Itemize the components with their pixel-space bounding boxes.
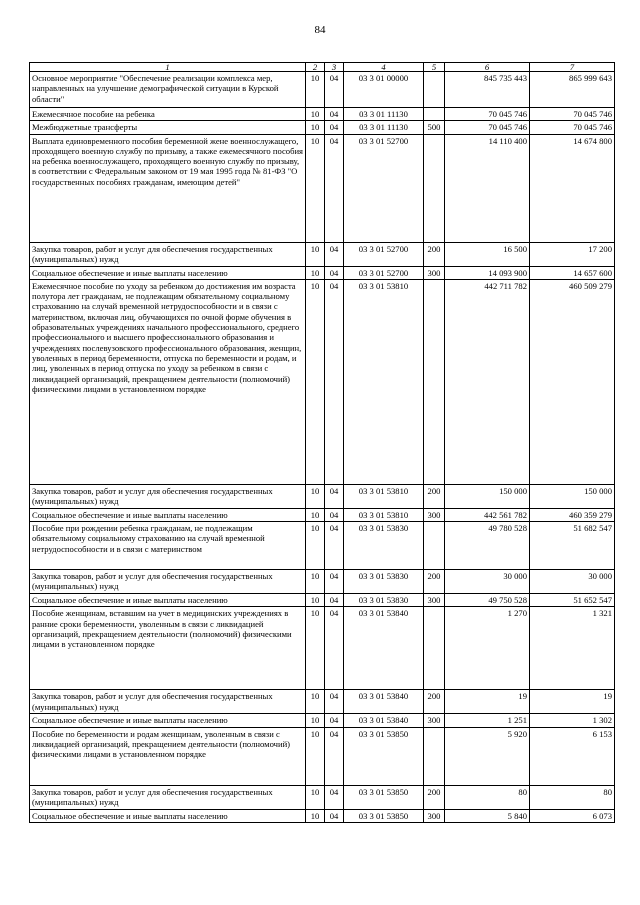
row-target-article-cell: 03 3 01 53840	[344, 690, 424, 714]
row-target-article-cell: 03 3 01 53810	[344, 279, 424, 484]
row-section-cell: 10	[306, 121, 325, 134]
row-amount-year2-cell: 14 674 800	[530, 134, 615, 242]
row-name-cell: Основное мероприятие "Обеспечение реализации комплекса мер, направленных на улучшение демографической ситуации в Курской области"	[30, 72, 306, 108]
table-row	[30, 570, 615, 594]
row-amount-year1-cell: 14 093 900	[445, 266, 530, 279]
row-expense-type-cell: 200	[424, 690, 445, 714]
table-row	[30, 714, 615, 727]
row-name-cell: Ежемесячное пособие по уходу за ребенком до достижения им возраста полутора лет гражданам, не подлежащим обязательному социальному страхованию на случай временной нетрудоспособности и в связи с материнством, включая лиц, обучающихся по очной форме обучения в образовательных учреждениях начального профессионального, среднего профессионального и высшего профессионального образования и учреждениях послевузовского профессионального образования, женщин, уволенных в период беременности, отпуска по беременности и родам, и лиц, уволенных в период отпуска по уходу за ребенком в связи с ликвидацией организаций, прекращением деятельности (полномочий) физическими лицами в установленном порядке	[30, 279, 306, 484]
row-name-cell: Закупка товаров, работ и услуг для обеспечения государственных (муниципальных) нужд	[30, 570, 306, 594]
row-amount-year2-cell: 30 000	[530, 570, 615, 594]
row-amount-year1-cell: 5 920	[445, 727, 530, 785]
row-target-article-cell: 03 3 01 53850	[344, 785, 424, 809]
table-row	[30, 727, 615, 785]
row-amount-year2-cell: 70 045 746	[530, 121, 615, 134]
row-subsection-cell: 04	[325, 484, 344, 508]
row-name-cell: Пособие при рождении ребенка гражданам, не подлежащим обязательному социальному страхованию на случай временной нетрудоспособности и в связи с материнством	[30, 522, 306, 570]
table-row	[30, 242, 615, 266]
row-amount-year2-cell: 51 682 547	[530, 522, 615, 570]
row-amount-year1-cell: 1 270	[445, 607, 530, 690]
row-expense-type-cell: 300	[424, 594, 445, 607]
row-amount-year2-cell: 51 652 547	[530, 594, 615, 607]
row-subsection-cell: 04	[325, 714, 344, 727]
row-subsection-cell: 04	[325, 508, 344, 521]
table-row	[30, 279, 615, 484]
row-section-cell: 10	[306, 690, 325, 714]
row-amount-year2-cell: 865 999 643	[530, 72, 615, 108]
table-row	[30, 134, 615, 242]
row-amount-year1-cell: 49 780 528	[445, 522, 530, 570]
row-amount-year1-cell: 442 561 782	[445, 508, 530, 521]
row-target-article-cell: 03 3 01 52700	[344, 242, 424, 266]
row-expense-type-cell: 200	[424, 785, 445, 809]
table-row	[30, 785, 615, 809]
row-name-cell: Пособие по беременности и родам женщинам, уволенным в связи с ликвидацией организаций, прекращением деятельности (полномочий) физическими лицами в установленном порядке	[30, 727, 306, 785]
row-amount-year1-cell: 70 045 746	[445, 121, 530, 134]
row-target-article-cell: 03 3 01 11130	[344, 121, 424, 134]
table-row	[30, 508, 615, 521]
row-subsection-cell: 04	[325, 72, 344, 108]
row-expense-type-cell: 500	[424, 121, 445, 134]
row-target-article-cell: 03 3 01 53830	[344, 522, 424, 570]
row-subsection-cell: 04	[325, 690, 344, 714]
row-target-article-cell: 03 3 01 53840	[344, 607, 424, 690]
budget-table	[29, 62, 615, 823]
row-subsection-cell: 04	[325, 121, 344, 134]
row-section-cell: 10	[306, 594, 325, 607]
column-header: 4	[344, 63, 424, 72]
row-subsection-cell: 04	[325, 727, 344, 785]
row-section-cell: 10	[306, 134, 325, 242]
table-row	[30, 121, 615, 134]
row-amount-year2-cell: 1 321	[530, 607, 615, 690]
row-name-cell: Пособие женщинам, вставшим на учет в медицинских учреждениях в ранние сроки беременности, уволенным в связи с ликвидацией организаций, прекращением деятельности (полномочий) физическими лицами в установленном порядке	[30, 607, 306, 690]
row-section-cell: 10	[306, 607, 325, 690]
row-amount-year1-cell: 19	[445, 690, 530, 714]
row-name-cell: Закупка товаров, работ и услуг для обеспечения государственных (муниципальных) нужд	[30, 484, 306, 508]
row-amount-year1-cell: 16 500	[445, 242, 530, 266]
row-target-article-cell: 03 3 01 53830	[344, 570, 424, 594]
row-amount-year2-cell: 14 657 600	[530, 266, 615, 279]
row-amount-year2-cell: 70 045 746	[530, 108, 615, 121]
table-row	[30, 484, 615, 508]
row-section-cell: 10	[306, 108, 325, 121]
row-subsection-cell: 04	[325, 522, 344, 570]
column-header: 6	[445, 63, 530, 72]
row-expense-type-cell: 200	[424, 570, 445, 594]
row-subsection-cell: 04	[325, 279, 344, 484]
row-expense-type-cell	[424, 522, 445, 570]
row-target-article-cell: 03 3 01 53850	[344, 809, 424, 822]
row-target-article-cell: 03 3 01 00000	[344, 72, 424, 108]
row-expense-type-cell	[424, 108, 445, 121]
row-name-cell: Закупка товаров, работ и услуг для обеспечения государственных (муниципальных) нужд	[30, 690, 306, 714]
row-expense-type-cell: 200	[424, 242, 445, 266]
row-section-cell: 10	[306, 242, 325, 266]
row-section-cell: 10	[306, 508, 325, 521]
row-subsection-cell: 04	[325, 266, 344, 279]
row-subsection-cell: 04	[325, 108, 344, 121]
row-amount-year1-cell: 80	[445, 785, 530, 809]
table-row	[30, 72, 615, 108]
column-header: 2	[306, 63, 325, 72]
row-section-cell: 10	[306, 522, 325, 570]
row-expense-type-cell: 300	[424, 266, 445, 279]
row-section-cell: 10	[306, 714, 325, 727]
row-section-cell: 10	[306, 279, 325, 484]
row-expense-type-cell	[424, 607, 445, 690]
table-row	[30, 690, 615, 714]
column-header: 3	[325, 63, 344, 72]
table-row	[30, 594, 615, 607]
row-expense-type-cell: 300	[424, 809, 445, 822]
row-amount-year1-cell: 14 110 400	[445, 134, 530, 242]
row-target-article-cell: 03 3 01 53810	[344, 508, 424, 521]
row-amount-year2-cell: 1 302	[530, 714, 615, 727]
table-header-row	[30, 63, 615, 72]
row-section-cell: 10	[306, 72, 325, 108]
row-amount-year2-cell: 6 073	[530, 809, 615, 822]
row-amount-year1-cell: 845 735 443	[445, 72, 530, 108]
row-amount-year2-cell: 6 153	[530, 727, 615, 785]
row-amount-year1-cell: 442 711 782	[445, 279, 530, 484]
row-amount-year1-cell: 1 251	[445, 714, 530, 727]
row-name-cell: Закупка товаров, работ и услуг для обеспечения государственных (муниципальных) нужд	[30, 242, 306, 266]
row-amount-year2-cell: 150 000	[530, 484, 615, 508]
row-expense-type-cell	[424, 727, 445, 785]
row-name-cell: Ежемесячное пособие на ребенка	[30, 108, 306, 121]
row-amount-year1-cell: 30 000	[445, 570, 530, 594]
row-expense-type-cell: 300	[424, 508, 445, 521]
row-target-article-cell: 03 3 01 53850	[344, 727, 424, 785]
row-amount-year2-cell: 17 200	[530, 242, 615, 266]
table-row	[30, 522, 615, 570]
row-name-cell: Социальное обеспечение и иные выплаты населению	[30, 809, 306, 822]
row-amount-year2-cell: 19	[530, 690, 615, 714]
row-name-cell: Закупка товаров, работ и услуг для обеспечения государственных (муниципальных) нужд	[30, 785, 306, 809]
row-amount-year1-cell: 49 750 528	[445, 594, 530, 607]
row-amount-year2-cell: 80	[530, 785, 615, 809]
table-row	[30, 809, 615, 822]
row-expense-type-cell	[424, 72, 445, 108]
row-amount-year2-cell: 460 509 279	[530, 279, 615, 484]
row-name-cell: Социальное обеспечение и иные выплаты населению	[30, 594, 306, 607]
page-number: 84	[314, 24, 326, 36]
table-row	[30, 266, 615, 279]
row-amount-year1-cell: 5 840	[445, 809, 530, 822]
row-name-cell: Межбюджетные трансферты	[30, 121, 306, 134]
row-expense-type-cell	[424, 279, 445, 484]
row-target-article-cell: 03 3 01 53810	[344, 484, 424, 508]
row-subsection-cell: 04	[325, 607, 344, 690]
row-subsection-cell: 04	[325, 134, 344, 242]
row-amount-year1-cell: 150 000	[445, 484, 530, 508]
table-row	[30, 607, 615, 690]
row-expense-type-cell: 300	[424, 714, 445, 727]
row-subsection-cell: 04	[325, 809, 344, 822]
column-header: 1	[30, 63, 306, 72]
row-subsection-cell: 04	[325, 570, 344, 594]
row-name-cell: Социальное обеспечение и иные выплаты населению	[30, 508, 306, 521]
row-section-cell: 10	[306, 266, 325, 279]
row-subsection-cell: 04	[325, 785, 344, 809]
row-section-cell: 10	[306, 570, 325, 594]
row-target-article-cell: 03 3 01 53830	[344, 594, 424, 607]
row-amount-year2-cell: 460 359 279	[530, 508, 615, 521]
row-name-cell: Социальное обеспечение и иные выплаты населению	[30, 714, 306, 727]
row-target-article-cell: 03 3 01 52700	[344, 134, 424, 242]
row-target-article-cell: 03 3 01 11130	[344, 108, 424, 121]
row-section-cell: 10	[306, 785, 325, 809]
row-name-cell: Выплата единовременного пособия беременной жене военнослужащего, проходящего военную службу по призыву, а также ежемесячного пособия на ребенка военнослужащего, проходящего военную службу по призыву, в соответствии с Федеральным законом от 19 мая 1995 года № 81-ФЗ "О государственных пособиях гражданам, имеющим детей"	[30, 134, 306, 242]
row-expense-type-cell: 200	[424, 484, 445, 508]
row-section-cell: 10	[306, 727, 325, 785]
row-target-article-cell: 03 3 01 52700	[344, 266, 424, 279]
row-subsection-cell: 04	[325, 594, 344, 607]
row-section-cell: 10	[306, 809, 325, 822]
column-header: 5	[424, 63, 445, 72]
row-amount-year1-cell: 70 045 746	[445, 108, 530, 121]
table-body	[30, 72, 615, 823]
row-subsection-cell: 04	[325, 242, 344, 266]
row-name-cell: Социальное обеспечение и иные выплаты населению	[30, 266, 306, 279]
row-target-article-cell: 03 3 01 53840	[344, 714, 424, 727]
column-header: 7	[530, 63, 615, 72]
row-section-cell: 10	[306, 484, 325, 508]
table-row	[30, 108, 615, 121]
row-expense-type-cell	[424, 134, 445, 242]
